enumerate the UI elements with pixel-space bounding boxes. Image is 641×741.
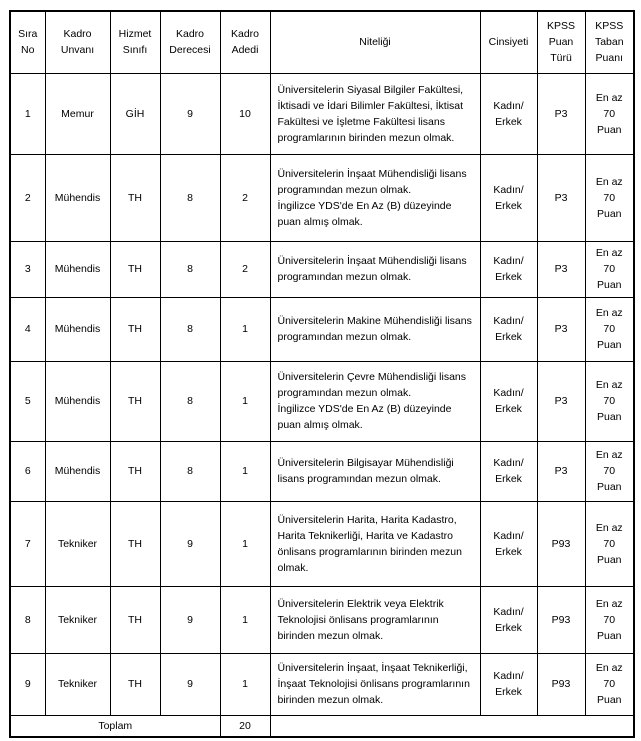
cell-kpss-taban-puani: En az 70 Puan [585, 73, 634, 154]
col-header-sira-no: Sıra No [10, 11, 45, 73]
cell-kpss-taban-puani: En az 70 Puan [585, 361, 634, 441]
cell-kadro-unvani: Mühendis [45, 241, 110, 297]
cell-hizmet-sinifi: TH [110, 586, 160, 653]
cell-kadro-adedi: 2 [220, 241, 270, 297]
cell-cinsiyeti: Kadın/ Erkek [480, 73, 537, 154]
table-row [10, 154, 634, 241]
cell-kadro-derecesi: 9 [160, 653, 220, 715]
cell-kpss-puan-turu: P3 [537, 154, 585, 241]
cell-kpss-puan-turu: P3 [537, 361, 585, 441]
cell-niteligi [270, 297, 480, 361]
cell-kpss-puan-turu: P3 [537, 241, 585, 297]
cell-niteligi [270, 154, 480, 241]
niteligi-paragraph: Üniversitelerin İnşaat Mühendisliği lisans programından mezun olmak. [277, 167, 467, 196]
table-header [10, 11, 634, 73]
cell-sira-no: 8 [10, 586, 45, 653]
cell-kpss-taban-puani: En az 70 Puan [585, 586, 634, 653]
col-header-kadro-adedi: Kadro Adedi [220, 11, 270, 73]
cell-kpss-puan-turu: P93 [537, 586, 585, 653]
niteligi-paragraph: Üniversitelerin Elektrik veya Elektrik Teknolojisi önlisans programlarının birinden mezun olmak. [277, 597, 444, 642]
niteligi-paragraph: İngilizce YDS'de En Az (B) düzeyinde puan almış olmak. [277, 403, 452, 431]
col-header-kpss-puan-turu: KPSS Puan Türü [537, 11, 585, 73]
cell-kadro-derecesi: 8 [160, 441, 220, 501]
cell-kpss-taban-puani: En az 70 Puan [585, 501, 634, 586]
niteligi-paragraph: Üniversitelerin İnşaat Mühendisliği lisans programından mezun olmak. [277, 255, 467, 283]
col-header-kpss-taban-puani: KPSS Taban Puanı [585, 11, 634, 73]
niteligi-paragraph: Üniversitelerin Bilgisayar Mühendisliği lisans programından mezun olmak. [277, 457, 454, 485]
cell-sira-no: 6 [10, 441, 45, 501]
cell-hizmet-sinifi: TH [110, 297, 160, 361]
job-positions-table [9, 10, 635, 738]
cell-hizmet-sinifi: TH [110, 361, 160, 441]
cell-niteligi [270, 501, 480, 586]
niteligi-paragraph: İngilizce YDS'de En Az (B) düzeyinde puan almış olmak. [277, 199, 452, 228]
cell-hizmet-sinifi: TH [110, 501, 160, 586]
cell-kpss-taban-puani: En az 70 Puan [585, 241, 634, 297]
cell-kpss-taban-puani: En az 70 Puan [585, 154, 634, 241]
cell-kadro-derecesi: 8 [160, 297, 220, 361]
header-row [10, 11, 634, 73]
cell-niteligi [270, 653, 480, 715]
col-header-hizmet-sinifi: Hizmet Sınıfı [110, 11, 160, 73]
col-header-kadro-derecesi: Kadro Derecesi [160, 11, 220, 73]
cell-kadro-adedi: 1 [220, 297, 270, 361]
cell-kpss-puan-turu: P3 [537, 73, 585, 154]
cell-kpss-taban-puani: En az 70 Puan [585, 297, 634, 361]
table-row [10, 73, 634, 154]
cell-kadro-adedi: 1 [220, 501, 270, 586]
niteligi-paragraph: Üniversitelerin Harita, Harita Kadastro, Harita Teknikerliği, Harita ve Kadastro önlisans programlarının birinden mezun olmak. [277, 513, 462, 574]
cell-niteligi [270, 361, 480, 441]
table-footer [10, 715, 634, 737]
cell-kadro-unvani: Mühendis [45, 441, 110, 501]
cell-kadro-derecesi: 8 [160, 361, 220, 441]
cell-sira-no: 4 [10, 297, 45, 361]
cell-kadro-adedi: 1 [220, 653, 270, 715]
cell-kadro-adedi: 1 [220, 361, 270, 441]
table-row [10, 586, 634, 653]
table-row [10, 441, 634, 501]
cell-kadro-adedi: 1 [220, 441, 270, 501]
table-row [10, 241, 634, 297]
cell-kadro-derecesi: 8 [160, 154, 220, 241]
cell-kadro-unvani: Tekniker [45, 653, 110, 715]
total-count: 20 [220, 715, 270, 737]
cell-cinsiyeti: Kadın/ Erkek [480, 241, 537, 297]
cell-kadro-unvani: Mühendis [45, 154, 110, 241]
niteligi-paragraph: Üniversitelerin Makine Mühendisliği lisans programından mezun olmak. [277, 315, 472, 343]
cell-sira-no: 5 [10, 361, 45, 441]
cell-kadro-unvani: Tekniker [45, 586, 110, 653]
cell-kpss-puan-turu: P93 [537, 653, 585, 715]
cell-kpss-taban-puani: En az 70 Puan [585, 441, 634, 501]
cell-niteligi [270, 73, 480, 154]
cell-cinsiyeti: Kadın/ Erkek [480, 586, 537, 653]
table-row [10, 361, 634, 441]
cell-kadro-derecesi: 9 [160, 586, 220, 653]
cell-hizmet-sinifi: TH [110, 241, 160, 297]
cell-kadro-adedi: 10 [220, 73, 270, 154]
cell-kadro-derecesi: 9 [160, 73, 220, 154]
cell-sira-no: 9 [10, 653, 45, 715]
cell-kadro-adedi: 2 [220, 154, 270, 241]
cell-kadro-unvani: Mühendis [45, 361, 110, 441]
cell-sira-no: 7 [10, 501, 45, 586]
cell-hizmet-sinifi: TH [110, 154, 160, 241]
table-body [10, 73, 634, 715]
cell-cinsiyeti: Kadın/ Erkek [480, 154, 537, 241]
col-header-kadro-unvani: Kadro Unvanı [45, 11, 110, 73]
cell-kpss-puan-turu: P3 [537, 297, 585, 361]
total-empty-cell [270, 715, 634, 737]
niteligi-paragraph: Üniversitelerin İnşaat, İnşaat Teknikerliği, İnşaat Teknolojisi önlisans programlarının birinden mezun olmak. [277, 662, 470, 706]
cell-niteligi [270, 441, 480, 501]
cell-kadro-unvani: Tekniker [45, 501, 110, 586]
cell-cinsiyeti: Kadın/ Erkek [480, 441, 537, 501]
cell-kpss-puan-turu: P93 [537, 501, 585, 586]
cell-hizmet-sinifi: GİH [110, 73, 160, 154]
cell-kadro-unvani: Memur [45, 73, 110, 154]
cell-kadro-unvani: Mühendis [45, 297, 110, 361]
cell-niteligi [270, 241, 480, 297]
cell-sira-no: 2 [10, 154, 45, 241]
cell-kpss-puan-turu: P3 [537, 441, 585, 501]
cell-kadro-derecesi: 8 [160, 241, 220, 297]
table-row [10, 653, 634, 715]
niteligi-paragraph: Üniversitelerin Çevre Mühendisliği lisans programından mezun olmak. [277, 371, 466, 399]
cell-kadro-derecesi: 9 [160, 501, 220, 586]
cell-cinsiyeti: Kadın/ Erkek [480, 297, 537, 361]
cell-niteligi [270, 586, 480, 653]
cell-kadro-adedi: 1 [220, 586, 270, 653]
cell-sira-no: 1 [10, 73, 45, 154]
total-row [10, 715, 634, 737]
niteligi-paragraph: Üniversitelerin Siyasal Bilgiler Fakültesi, İktisadi ve İdari Bilimler Fakültesi, İktisat Fakültesi ve İşletme Fakültesi lisans programlarının birinden mezun olmak. [277, 83, 464, 144]
cell-cinsiyeti: Kadın/ Erkek [480, 653, 537, 715]
cell-cinsiyeti: Kadın/ Erkek [480, 501, 537, 586]
table-row [10, 501, 634, 586]
cell-hizmet-sinifi: TH [110, 441, 160, 501]
cell-hizmet-sinifi: TH [110, 653, 160, 715]
col-header-cinsiyeti: Cinsiyeti [480, 11, 537, 73]
cell-kpss-taban-puani: En az 70 Puan [585, 653, 634, 715]
cell-sira-no: 3 [10, 241, 45, 297]
cell-cinsiyeti: Kadın/ Erkek [480, 361, 537, 441]
col-header-niteligi: Niteliği [270, 11, 480, 73]
total-label: Toplam [10, 715, 220, 737]
table-row [10, 297, 634, 361]
